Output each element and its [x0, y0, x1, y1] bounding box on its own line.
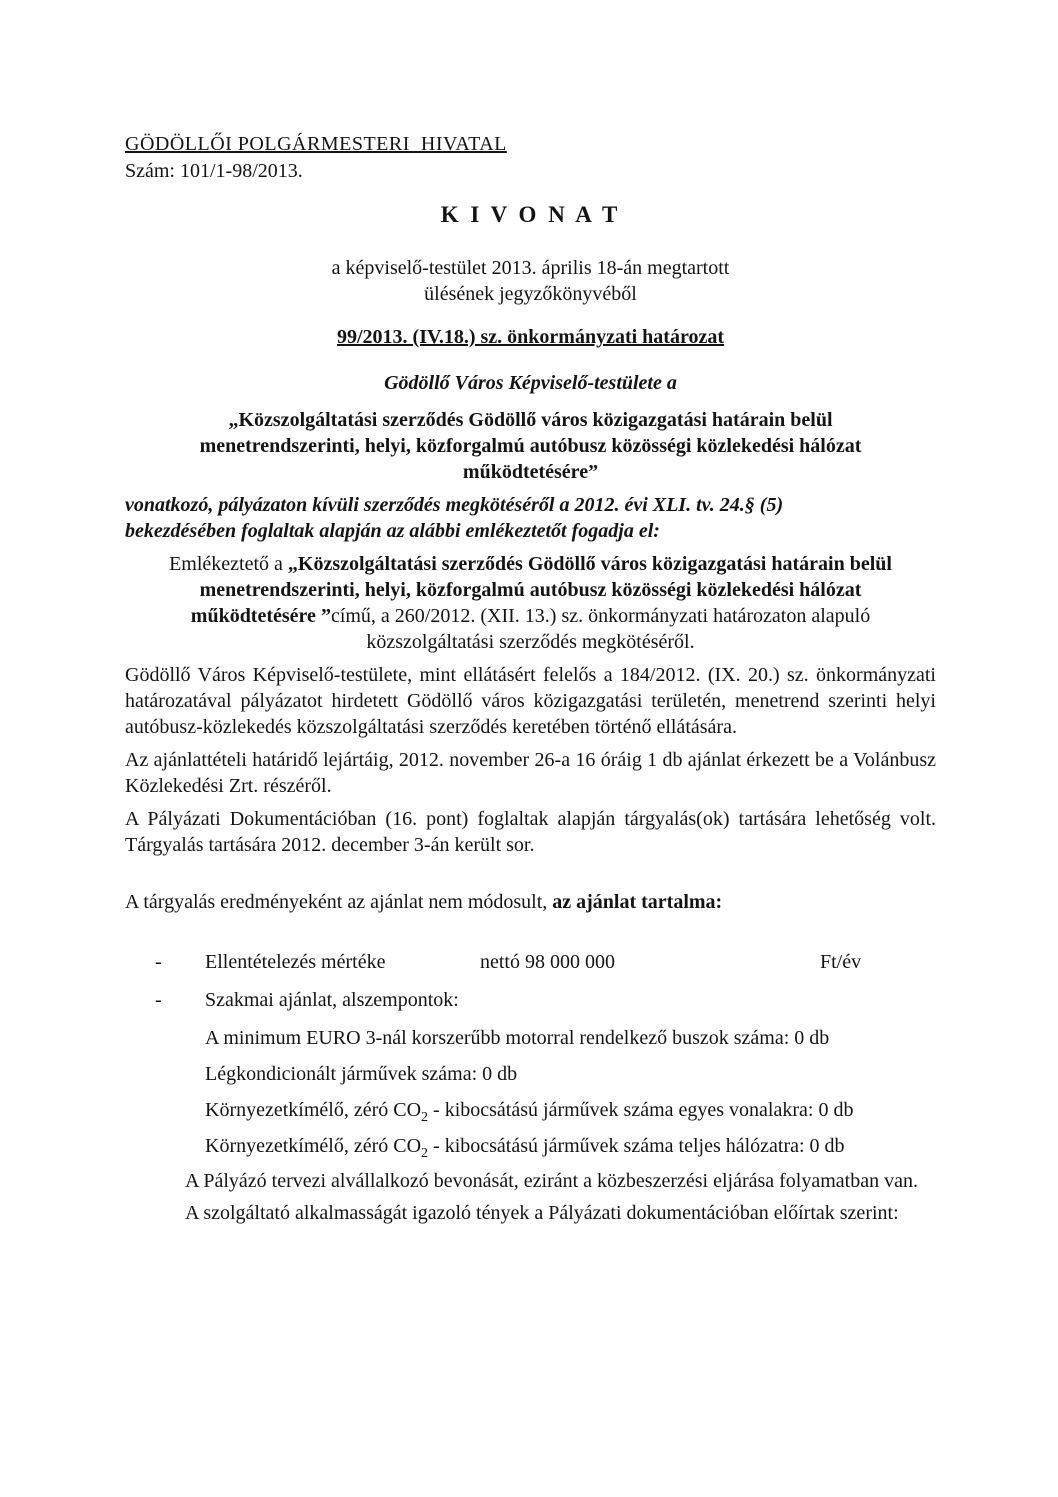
intro-line-1: a képviselő-testület 2013. április 18-án megtartott: [331, 257, 730, 279]
intro-block: [125, 255, 936, 307]
co2-single-prefix: Környezetkímélő, zéró CO: [205, 1099, 422, 1121]
subject-tail-line-1: vonatkozó, pályázaton kívüli szerződés megkötéséről a 2012. évi XLI. tv. 24.§ (5): [125, 494, 784, 516]
compensation-unit: Ft/év: [820, 951, 862, 973]
subject-line-1: „Közszolgáltatási szerződés Gödöllő város közigazgatási határain belül: [228, 409, 833, 431]
paragraph-subcontractor: A Pályázó tervezi alvállalkozó bevonását, eziránt a közbeszerzési eljárása folyamatban van.: [185, 1170, 918, 1192]
bullet-dash-icon: -: [155, 989, 162, 1011]
paragraph-negotiation: A Pályázati Dokumentációban (16. pont) foglaltak alapján tárgyalás(ok) tartására lehetőség volt. Tárgyalás tartására 2012. december 3-án került sor.: [125, 808, 936, 856]
page-title: K I V O N A T: [440, 202, 621, 227]
sub-item-euro3: A minimum EURO 3-nál korszerűbb motorral rendelkező buszok száma: 0 db: [205, 1027, 830, 1049]
resolution-heading: 99/2013. (IV.18.) sz. önkormányzati határozat: [336, 326, 725, 348]
offer-item-compensation: [125, 949, 936, 975]
sub-item-co2-single-lines: [205, 1097, 936, 1123]
offer-sub-criteria-list: [125, 1025, 936, 1159]
offer-intro-normal: A tárgyalás eredményeként az ajánlat nem módosult,: [125, 891, 553, 913]
subject-line-3: működtetésére”: [462, 461, 599, 483]
compensation-label: Ellentételezés mértéke: [205, 951, 386, 973]
memo-line-1-bold: „Közszolgáltatási szerződés Gödöllő város közigazgatási határain belül: [287, 553, 892, 575]
paragraph-offer-intro: [125, 889, 936, 915]
sub-item-co2-full-network: [205, 1133, 936, 1159]
offer-intro-bold: az ajánlat tartalma:: [552, 891, 723, 913]
co2-subscript: 2: [421, 1146, 429, 1161]
memo-line-3: [125, 603, 936, 629]
memo-line-1: [125, 551, 936, 577]
memo-line-3-bold: működtetésére ”: [190, 605, 331, 627]
co2-total-rest: - kibocsátású járművek száma teljes hálózatra: 0 db: [428, 1135, 845, 1157]
memo-block: [125, 551, 936, 655]
co2-single-rest: - kibocsátású járművek száma egyes vonalakra: 0 db: [428, 1099, 854, 1121]
subject-tail-block: [125, 492, 936, 544]
document-number: Szám: 101/1-98/2013.: [125, 160, 303, 182]
memo-line-2: menetrendszerinti, helyi, közforgalmú autóbusz közösségi közlekedési hálózat: [199, 579, 862, 601]
sub-item-aircon: Légkondicionált járművek száma: 0 db: [205, 1063, 518, 1085]
council-line: Gödöllő Város Képviselő-testülete a: [384, 372, 677, 394]
memo-line-3-normal: című, a 260/2012. (XII. 13.) sz. önkormányzati határozaton alapuló: [330, 605, 871, 627]
offer-item-professional: [125, 987, 936, 1013]
professional-label: Szakmai ajánlat, alszempontok:: [205, 989, 459, 1011]
paragraph-tender-announcement: Gödöllő Város Képviselő-testülete, mint ellátásért felelős a 184/2012. (IX. 20.) sz. önkormányzati határozatával pályázatot hirdetett Gödöllő város közigazgatási területén, menetrend szerinti helyi autóbusz-közlekedés közszolgáltatási szerződés keretében történő ellátására.: [125, 664, 936, 738]
compensation-value: nettó 98 000 000: [480, 951, 615, 973]
intro-line-2: ülésének jegyzőkönyvéből: [424, 283, 637, 305]
memo-line-1-normal: Emlékeztető a: [169, 553, 288, 575]
subject-block: [125, 407, 936, 485]
paragraph-supplier-eligibility: A szolgáltató alkalmasságát igazoló tények a Pályázati dokumentációban előírtak szerint:: [185, 1202, 899, 1224]
memo-line-4: közszolgáltatási szerződés megkötéséről.: [366, 631, 695, 653]
co2-subscript: 2: [421, 1110, 429, 1125]
co2-total-prefix: Környezetkímélő, zéró CO: [205, 1135, 422, 1157]
subject-tail-line-2: bekezdésében foglaltak alapján az alábbi emlékeztetőt fogadja el:: [125, 520, 660, 542]
bullet-dash-icon: -: [155, 951, 162, 973]
subject-line-2: menetrendszerinti, helyi, közforgalmú autóbusz közösségi közlekedési hálózat: [199, 435, 862, 457]
paragraph-deadline: Az ajánlattételi határidő lejártáig, 2012. november 26-a 16 óráig 1 db ajánlat érkezett be a Volánbusz Közlekedési Zrt. részéről.: [125, 749, 936, 797]
office-name: GÖDÖLLŐI POLGÁRMESTERI HIVATAL: [125, 133, 507, 155]
